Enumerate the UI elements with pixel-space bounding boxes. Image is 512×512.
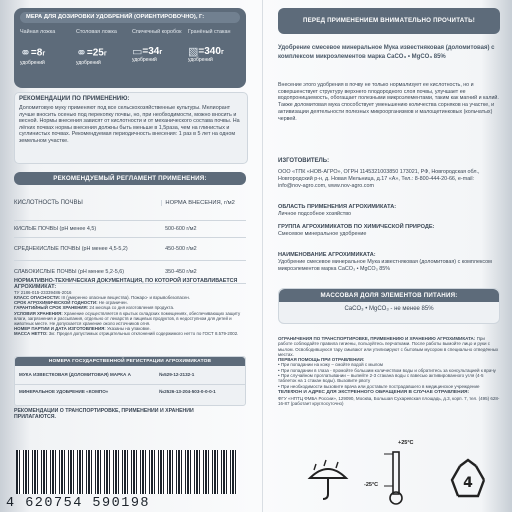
normative-title: НОРМАТИВНО-ТЕХНИЧЕСКАЯ ДОКУМЕНТАЦИЯ, ПО КОТОРОЙ ИЗГОТАВЛИВАЕТСЯ АГРОХИМИКАТ: xyxy=(14,278,238,290)
firstaid-title: ПЕРВАЯ ПОМОЩЬ ПРИ ОТРАВЛЕНИИ: xyxy=(278,357,365,363)
storage-icons xyxy=(278,438,500,512)
measure-teaspoon xyxy=(20,29,72,66)
measure-number: 25 xyxy=(92,47,104,59)
temp-high-label: +25°С xyxy=(398,440,414,446)
temp-low-label: -25°С xyxy=(364,482,379,488)
normative-key: НОМЕР ПАРТИИ И ДАТА ИЗГОТОВЛЕНИЯ: xyxy=(14,326,106,332)
firstaid-item: • При случайном проглатывании – выпейте 2-3 стакана воды с взвесью активированного угля (4-5 таблеток на 1 стакан воды). Вызовите рвоту xyxy=(278,373,484,384)
recycle-icon xyxy=(446,458,490,502)
name-section xyxy=(278,252,500,273)
normative-tu: ТУ 2186-015-23339486-2016 xyxy=(14,290,72,295)
tablespoon-icon: ⚭ xyxy=(76,45,87,60)
product-title: Удобрение смесевое минеральное Мука известняковая (доломитовая) с комплексом микроэлементов марка CaCO₃ • MgCO₃ 85% xyxy=(278,45,495,60)
firstaid-item: • При необходимости вызовите врача или доставьте пострадавшего в медицинское учреждение xyxy=(278,383,480,389)
measure-value: ⚭=25г удобрений xyxy=(76,45,128,66)
normative-key: ГАРАНТИЙНЫЙ СРОК ХРАНЕНИЯ: xyxy=(14,305,89,311)
normative-line xyxy=(14,331,246,336)
barcode-bars xyxy=(16,450,238,494)
normative-value: 3кг. Предел допустимых отрицательных отклонений содержимого нетто по ГОСТ 8.579-2002. xyxy=(47,331,239,337)
measure-label: Столовая ложка xyxy=(76,29,117,35)
mass-share-title: МАССОВАЯ ДОЛЯ ЭЛЕМЕНТОВ ПИТАНИЯ: xyxy=(279,289,499,302)
firstaid-item: • При попадании в глаза - промойте большим количеством воды и обратитесь за консультацией к врачу xyxy=(278,367,496,373)
measure-glass xyxy=(188,29,240,66)
registration-table xyxy=(14,356,246,406)
teaspoon-icon: ⚭ xyxy=(20,45,31,60)
table-cell-rate: 450-500 г/м2 xyxy=(165,245,197,252)
dosage-measures xyxy=(14,29,246,66)
firstaid-item: • При попадании на кожу – смойте водой с мылом xyxy=(278,362,383,368)
limits-text xyxy=(278,336,500,357)
registration-number: №2526-13-204-503-0-0-0-1 xyxy=(159,388,216,394)
registration-name: МИНЕРАЛЬНОЕ УДОБРЕНИЕ «КОМПО» xyxy=(19,388,109,394)
group-text: Смесевое минеральное удобрение xyxy=(278,231,367,237)
measure-label: Гранёный стакан xyxy=(188,29,231,35)
recommendations-box xyxy=(14,92,248,164)
measure-value: ▧=340г удобрений xyxy=(188,45,240,63)
manufacturer-title: ИЗГОТОВИТЕЛЬ: xyxy=(278,158,330,164)
normative-section xyxy=(14,278,246,337)
emergency-text: ФГУ «НПТЦ ФМБА России», 129090, Москва, Большая Сухаревская площадь, д.3, корп. 7, тел. (495) 628-16-87 (работает круглосуточно) xyxy=(278,395,500,406)
name-text: Удобрение смесевое минеральное Мука известняковая (доломитовая) с комплексом микроэлементов марка CaCO₃ • MgCO₃ 85% xyxy=(278,259,492,272)
regulation-table xyxy=(14,186,246,284)
emergency-title: ТЕЛЕФОН И АДРЕС ДЛЯ ЭКСТРЕННОГО ОБРАЩЕНИЯ В СЛУЧАЕ ОТРАВЛЕНИЯ: xyxy=(278,389,470,395)
mass-share-box xyxy=(278,288,500,324)
group-section xyxy=(278,224,500,238)
table-row xyxy=(14,238,246,261)
name-title: НАИМЕНОВАНИЕ АГРОХИМИКАТА: xyxy=(278,252,376,258)
table-row xyxy=(15,366,245,385)
table-col-acidity: КИСЛОТНОСТЬ ПОЧВЫ xyxy=(14,199,83,206)
area-text: Личное подсобное хозяйство xyxy=(278,211,352,217)
table-header xyxy=(14,186,246,221)
manufacturer-text: ООО «ТПК «НОВ-АГРО», ОГРН 1145321003850 173021, РФ, Новгородская обл., Новгородский р-н, д. Новая Мельница, д.17 «А», Тел.: 8-800-444-20-66, e-mail: info@nov-agro.com, www.nov-agro.com xyxy=(278,169,480,189)
normative-value: Указаны на упаковке. xyxy=(105,326,151,332)
measure-sub: удобрений xyxy=(76,60,101,66)
measure-unit: г xyxy=(220,49,224,57)
limits-title: ОГРАНИЧЕНИЯ ПО ТРАНСПОРТИРОВКЕ, ПРИМЕНЕНИЮ И ХРАНЕНИЮ АГРОХИМИКАТА: xyxy=(278,336,476,341)
measure-label: Чайная ложка xyxy=(20,29,56,35)
recommendations-title: РЕКОМЕНДАЦИИ ПО ПРИМЕНЕНИЮ: xyxy=(19,96,130,102)
normative-value: Хранение осуществляется в крытых складских помещениях, обеспечивающих защиту влаги, загрязнения и рассыпания, отдельно от лекарств и пищевых продуктов, в недоступном для детей и животных месте. Не допускается хранение около источников огня. xyxy=(14,310,241,327)
table-row xyxy=(14,221,246,238)
glass-icon: ▧ xyxy=(188,46,199,58)
table-cell-rate: 350-450 г/м2 xyxy=(165,268,197,275)
limits-body: При работе соблюдайте правила гигиены, пользуйтесь перчатками. После работы вымойте лицо и руки с мылом. Освободившуюся тару смывают или утилизируют с бытовым мусором в специально отведённых местах. xyxy=(278,336,499,357)
transport-note: РЕКОМЕНДАЦИИ О ТРАНСПОРТИРОВКЕ, ПРИМЕНЕНИИ И ХРАНЕНИИ ПРИЛАГАЮТСЯ. xyxy=(14,408,194,421)
dosage-title: МЕРА ДЛЯ ДОЗИРОВКИ УДОБРЕНИЙ (ОРИЕНТИРОВОЧНО), Г: xyxy=(20,12,240,23)
table-cell-soil: КИСЛЫЕ ПОЧВЫ (pH менее 4,5) xyxy=(14,225,97,232)
area-title: ОБЛАСТЬ ПРИМЕНЕНИЯ АГРОХИМИКАТА: xyxy=(278,204,397,210)
measure-label: Спичечный коробок xyxy=(132,29,182,35)
table-cell-soil: СРЕДНЕКИСЛЫЕ ПОЧВЫ (pH менее 4,5-5,2) xyxy=(14,245,128,252)
measure-tablespoon xyxy=(76,29,128,66)
measure-number: 8 xyxy=(36,47,43,59)
measure-unit: г xyxy=(103,50,107,58)
measure-unit: г xyxy=(42,50,46,58)
dosage-panel xyxy=(14,8,246,88)
recommendations-text: Доломитовую муку применяют под все сельскохозяйственные культуры. Мелиорант лучше вносить осенью под перекопку почвы, но, при необходимости, можно вносить и весной. Нормы внесения зависят от кислотности и от механического состава почвы. На лёгких почвах нормы внесения должны быть меньше в 1,5раза, чем на глинистых и суглинистых почвах. Рекомендуемая периодичность внесения: 1 раз в 5 лет на одном земельном участке. xyxy=(19,105,240,144)
measure-value: ⚭=8г удобрений xyxy=(20,45,72,66)
registration-name: МУКА ИЗВЕСТКОВАЯ (ДОЛОМИТОВАЯ) МАРКА А xyxy=(19,372,131,378)
barcode-number: 4 620754 590198 xyxy=(6,496,151,511)
regulation-title: РЕКОМЕНДУЕМЫЙ РЕГЛАМЕНТ ПРИМЕНЕНИЯ: xyxy=(14,172,246,185)
measure-number: 340 xyxy=(204,46,221,58)
matchbox-icon: ▭ xyxy=(132,46,143,58)
normative-key: СРОК АГРОХИМИЧЕСКОЙ ГОДНОСТИ: xyxy=(14,300,98,306)
mass-share-value: CaCO₃ • MgCO₃ - не менее 85% xyxy=(344,306,434,312)
registration-title: НОМЕРА ГОСУДАРСТВЕННОЙ РЕГИСТРАЦИИ АГРОХИМИКАТОВ xyxy=(15,357,245,366)
manufacturer-section xyxy=(278,158,500,190)
registration-number: №529-12-2132-1 xyxy=(159,371,195,377)
normative-value: Не ограничен. xyxy=(97,300,128,306)
measure-number: 34 xyxy=(148,46,160,58)
measure-sub: удобрений xyxy=(188,57,213,63)
area-section xyxy=(278,204,500,218)
group-title: ГРУППА АГРОХИМИКАТОВ ПО ХИМИЧЕСКОЙ ПРИРОДЕ: xyxy=(278,224,435,230)
read-before-use-header: ПЕРЕД ПРИМЕНЕНИЕМ ВНИМАТЕЛЬНО ПРОЧИТАТЬ! xyxy=(278,8,500,34)
limits-section xyxy=(278,336,500,406)
table-row xyxy=(15,385,245,399)
normative-key: КЛАСС ОПАСНОСТИ: xyxy=(14,295,61,300)
product-intro: Внесение этого удобрения в почву не только нормализует ее кислотность, но и совершенствует структуру верхнего плодородного слоя почвы, улучшает ее водопроницаемость, обогащает полезными микроэлементами, таким как магний и калий. Также доломитовая мука способствует уменьшению количества сорняков на участке, и активизации деятельности полезных микроорганизмов и малощетинковых (кольчатых) червей. xyxy=(278,82,499,122)
normative-key: МАССА НЕТТО: xyxy=(14,331,48,337)
measure-sub: удобрений xyxy=(20,60,45,66)
table-col-rate: НОРМА ВНЕСЕНИЯ, г/м2 xyxy=(161,200,246,207)
table-cell-rate: 500-600 г/м2 xyxy=(165,225,197,232)
svg-text:4: 4 xyxy=(463,475,473,491)
measure-unit: г xyxy=(159,49,163,57)
normative-key: УСЛОВИЯ ХРАНЕНИЯ: xyxy=(14,310,63,316)
measure-value: ▭=34г удобрений xyxy=(132,45,184,63)
umbrella-icon xyxy=(306,458,350,502)
normative-value: 24 месяца со дня изготовления продукта. xyxy=(88,305,175,311)
barcode xyxy=(6,450,256,512)
normative-line xyxy=(14,311,246,327)
measure-matchbox xyxy=(132,29,184,66)
measure-sub: удобрений xyxy=(132,57,157,63)
column-divider xyxy=(262,0,263,512)
table-cell-soil: СЛАБОКИСЛЫЕ ПОЧВЫ (pH менее 5,2-5,6) xyxy=(14,268,124,275)
normative-value: III (умеренно опасные вещества). Пожаро- и взрывобезопасен. xyxy=(60,295,191,300)
thermometer-icon xyxy=(376,446,416,508)
